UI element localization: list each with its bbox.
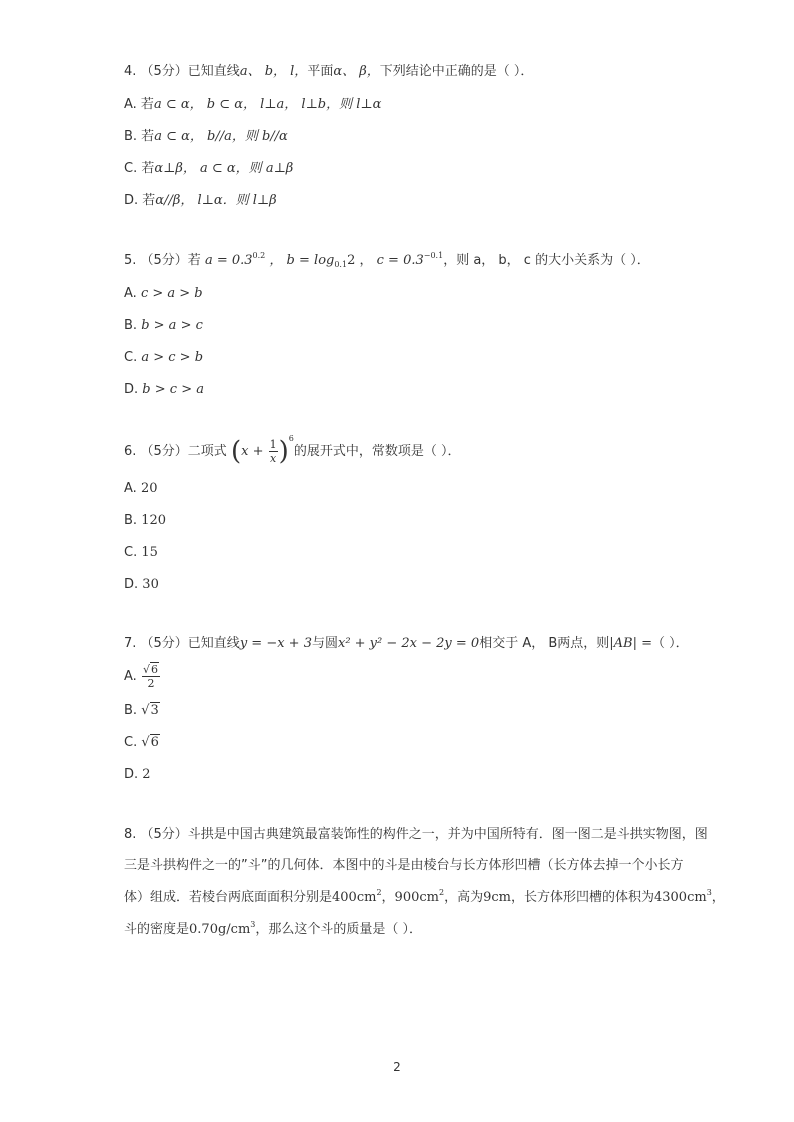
option-label: C. 若 — [124, 161, 155, 176]
q5-option-b[interactable] — [124, 317, 203, 335]
q8-line3-end: ， — [711, 890, 725, 905]
option-value: 20 — [140, 481, 158, 496]
option-label: D. — [124, 382, 139, 397]
sqrt-expr: √6 — [141, 735, 159, 750]
q8-line4-end: ，那么这个斗的质量是（ ）． — [255, 922, 423, 937]
option-label: D. 若 — [124, 193, 156, 208]
q8-volume-exp: 3 — [706, 888, 712, 897]
right-paren-icon: ) — [278, 436, 289, 467]
q8-line3-mid: ，高为 — [444, 890, 484, 905]
option-label: B. — [124, 318, 138, 333]
q7-mid: 与圆 — [311, 636, 338, 651]
option-expr: α//β， l⊥α．则 l⊥β — [155, 193, 277, 208]
q7-stem-prefix: 7. （5分）已知直线 — [124, 636, 240, 651]
q5-b-sub: 0.1 — [334, 260, 348, 269]
q6-option-d[interactable] — [124, 576, 159, 594]
q6-option-a[interactable] — [124, 480, 157, 498]
option-expr: a ⊂ α， b//a，则 b//α — [154, 129, 288, 144]
q6-fraction — [269, 438, 278, 465]
radicand: 6 — [150, 663, 158, 676]
option-label: B. 若 — [124, 129, 155, 144]
q7-mid2: 相交于 A， B两点，则 — [479, 636, 610, 651]
q8-line-4 — [124, 921, 422, 939]
left-paren-icon: ( — [230, 436, 242, 467]
q4-stem-vars: a、 b， l， — [239, 64, 308, 79]
fraction-denominator: 2 — [147, 677, 155, 690]
q8-line-2: 三是斗拱构件之一的”斗”的几何体．本图中的斗是由棱台与长方体形凹槽（长方体去掉一个小长方 — [124, 858, 684, 873]
q5-a-exp: 0.2 — [252, 251, 266, 260]
option-label: A. — [124, 286, 137, 301]
q4-stem-mid: 平面 — [307, 64, 334, 79]
option-label: C. — [124, 545, 138, 560]
q6-stem-suffix: 的展开式中，常数项是（ ）． — [293, 444, 461, 459]
q6-stem-prefix: 6. （5分）二项式 — [124, 444, 227, 459]
option-value: 120 — [141, 513, 167, 528]
q5-stem-prefix: 5. （5分）若 — [124, 253, 201, 268]
q7-stem-suffix: （ ）． — [652, 636, 689, 651]
option-value: 15 — [141, 545, 158, 560]
q8-area1-exp: 2 — [376, 888, 382, 897]
q5-stem-suffix: ，则 a， b， c 的大小关系为（ ）． — [443, 253, 650, 268]
option-expr: α⊥β， a ⊂ α，则 a⊥β — [154, 161, 294, 176]
option-label: D. — [124, 577, 139, 592]
option-label: B. — [124, 513, 138, 528]
option-label: B. — [124, 703, 138, 718]
q4-option-a[interactable] — [124, 96, 381, 114]
option-label: A. 若 — [124, 97, 154, 112]
radicand: 3 — [150, 703, 159, 718]
option-label: A. — [124, 481, 137, 496]
q6-expr-x: x + — [241, 444, 264, 459]
option-label: D. — [124, 767, 139, 782]
q5-a-def: a = 0.3 — [204, 253, 253, 268]
q4-stem-prefix: 4. （5分）已知直线 — [124, 64, 240, 79]
q7-option-b[interactable] — [124, 702, 160, 720]
q5-option-a[interactable] — [124, 285, 203, 303]
q8-line3-mid2: ，长方体形凹槽的体积为 — [510, 890, 654, 905]
q5-option-d[interactable] — [124, 381, 204, 399]
q4-option-c[interactable] — [124, 160, 293, 178]
option-expr: b > c > a — [142, 382, 204, 397]
q5-stem — [124, 252, 650, 270]
q7-option-d[interactable] — [124, 766, 151, 784]
q6-option-c[interactable] — [124, 544, 158, 562]
q7-line-eq: y = −x + 3 — [239, 636, 312, 651]
sqrt-expr: √3 — [141, 703, 159, 718]
q8-area2-exp: 2 — [438, 888, 445, 897]
q8-density-exp: 3 — [250, 920, 256, 929]
option-expr: a ⊂ α， b ⊂ α， l⊥a， l⊥b，则 l⊥α — [153, 97, 382, 112]
option-label: C. — [124, 735, 138, 750]
q7-option-a[interactable] — [124, 662, 161, 692]
q8-sep: ， — [381, 890, 395, 905]
q4-stem-suffix: 下列结论中正确的是（ ）． — [379, 64, 534, 79]
q5-b-def: ， b = log — [269, 253, 335, 268]
q8-volume: 4300cm — [653, 890, 707, 905]
option-value: 30 — [142, 577, 159, 592]
q4-stem-vars2: α、 β， — [333, 64, 380, 79]
q4-option-d[interactable] — [124, 192, 277, 210]
q7-circle-eq: x² + y² − 2x − 2y = 0 — [337, 636, 480, 651]
q8-area2: 900cm — [394, 890, 439, 905]
option-expr: a > c > b — [141, 350, 204, 365]
q7-option-c[interactable] — [124, 734, 160, 752]
q6-stem — [124, 434, 461, 467]
q7-fraction — [142, 663, 160, 690]
option-expr: b > a > c — [141, 318, 203, 333]
q8-density: 0.70g/cm — [189, 922, 251, 937]
q7-ab: |AB| = — [609, 636, 653, 651]
radicand: 6 — [150, 735, 159, 750]
q8-line4-pre: 斗的密度是 — [124, 922, 190, 937]
q5-option-c[interactable] — [124, 349, 203, 367]
option-label: C. — [124, 350, 138, 365]
q5-c-exp: −0.1 — [423, 251, 444, 260]
fraction-denominator: x — [270, 452, 277, 465]
option-value: 2 — [142, 767, 151, 782]
q8-height: 9cm — [483, 890, 511, 905]
q8-line-1: 8. （5分）斗拱是中国古典建筑最富装饰性的构件之一，并为中国所特有．图一图二是斗拱实物图，图 — [124, 827, 708, 842]
option-expr: c > a > b — [140, 286, 203, 301]
page-number: 2 — [393, 1060, 401, 1074]
q5-c-def: c = 0.3 — [376, 253, 424, 268]
q8-line-3 — [124, 889, 725, 907]
q5-b-tail: 2 ， — [347, 253, 373, 268]
sqrt-numerator: √6 — [142, 663, 158, 676]
q8-area1: 400cm — [332, 890, 377, 905]
q6-option-b[interactable] — [124, 512, 166, 530]
q7-stem — [124, 635, 689, 653]
fraction-numerator: 1 — [269, 438, 277, 451]
option-label: A. — [124, 669, 137, 684]
q4-stem — [124, 63, 533, 81]
q6-power: 6 — [288, 434, 294, 443]
q4-option-b[interactable] — [124, 128, 288, 146]
q8-line3-pre: 体）组成．若棱台两底面面积分别是 — [124, 890, 333, 905]
